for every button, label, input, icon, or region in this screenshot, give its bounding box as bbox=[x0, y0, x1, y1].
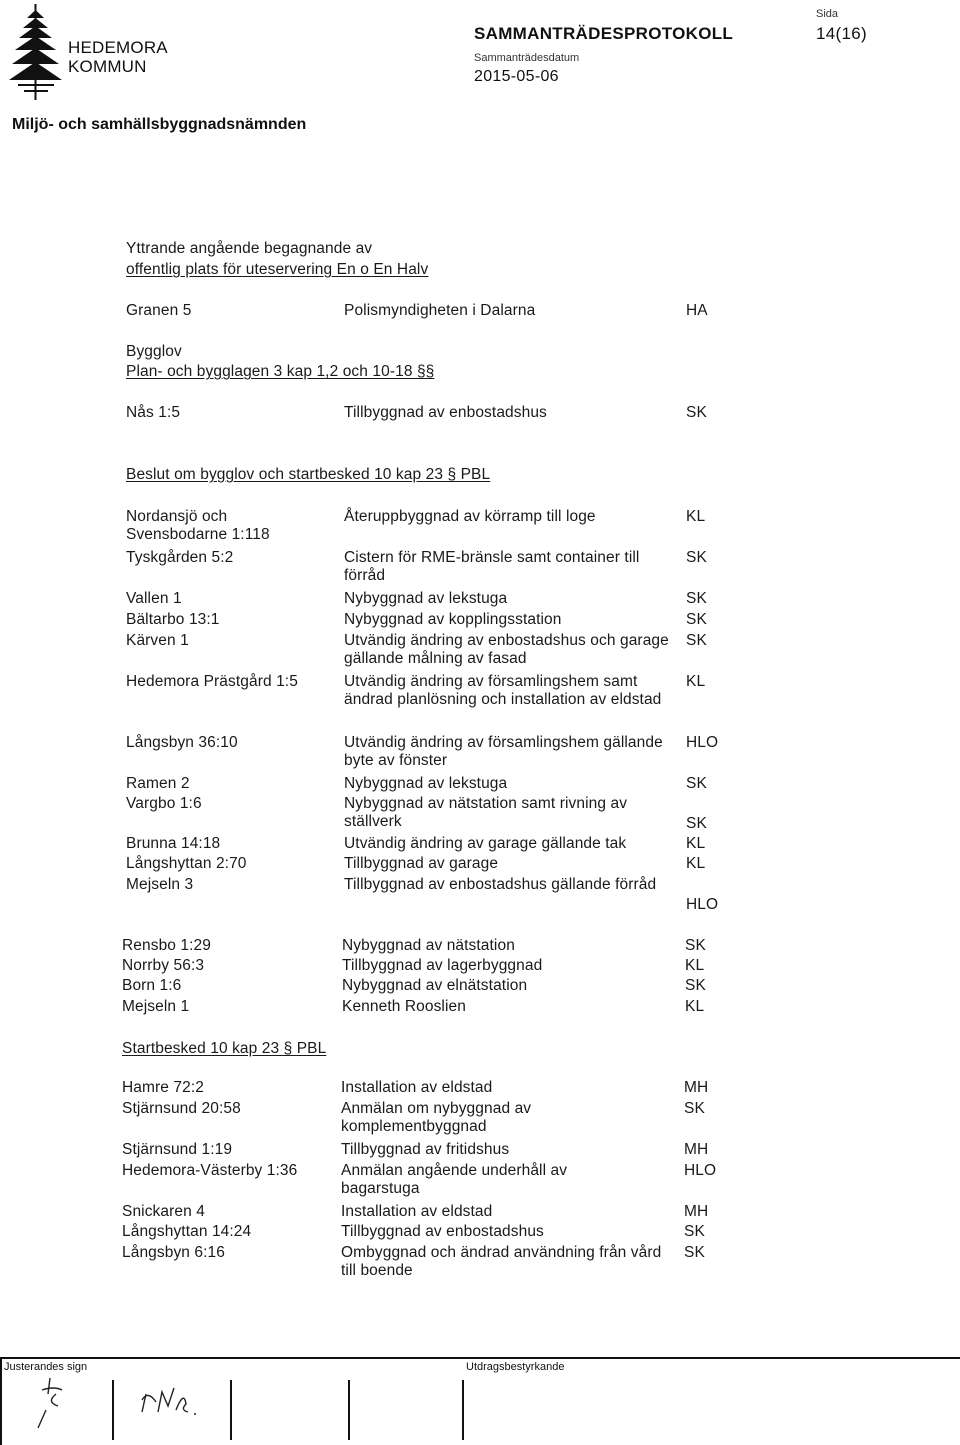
property-name: Långsbyn 36:10 bbox=[126, 734, 238, 751]
bygglov-description: Tillbyggnad av enbostadshus bbox=[344, 404, 547, 421]
signature-divider-2 bbox=[230, 1380, 232, 1440]
page-label: Sida bbox=[816, 8, 839, 20]
property-name: Långsbyn 6:16 bbox=[122, 1244, 225, 1261]
officer-code: HLO bbox=[684, 1162, 717, 1179]
signature-divider-1 bbox=[112, 1380, 114, 1440]
officer-code: SK bbox=[686, 775, 707, 792]
bygglov-code: SK bbox=[686, 404, 707, 421]
property-name: Rensbo 1:29 bbox=[122, 937, 211, 954]
footer-top-rule bbox=[0, 1357, 960, 1359]
case-description: Tillbyggnad av enbostadshus bbox=[341, 1223, 544, 1240]
bygglov-law: Plan- och bygglagen 3 kap 1,2 och 10-18 §§ bbox=[126, 363, 435, 380]
officer-code: SK bbox=[685, 937, 706, 954]
officer-code: SK bbox=[686, 632, 707, 649]
property-name: Kärven 1 bbox=[126, 632, 189, 649]
case-description: Nybyggnad av nätstation samt rivning av ställverk bbox=[344, 795, 628, 830]
committee-name: Miljö- och samhällsbyggnadsnämnden bbox=[12, 116, 307, 133]
document-title: SAMMANTRÄDESPROTOKOLL bbox=[474, 24, 734, 43]
property-name: Vargbo 1:6 bbox=[126, 795, 202, 812]
case-description: Nybyggnad av kopplingsstation bbox=[344, 611, 562, 628]
officer-code: SK bbox=[684, 1244, 705, 1261]
officer-code: SK bbox=[686, 815, 707, 832]
officer-code: KL bbox=[686, 673, 706, 690]
bygglov-heading: Bygglov bbox=[126, 343, 182, 360]
property-name: Stjärnsund 20:58 bbox=[122, 1100, 241, 1117]
case-description: Nybyggnad av lekstuga bbox=[344, 590, 508, 607]
officer-code: SK bbox=[684, 1223, 705, 1240]
case-description: Utvändig ändring av enbostadshus och garage gällande målning av fasad bbox=[344, 632, 669, 667]
property-name: Ramen 2 bbox=[126, 775, 190, 792]
municipality-logo-tree-icon bbox=[8, 4, 66, 100]
statement-property: Granen 5 bbox=[126, 302, 192, 319]
property-name: Hedemora-Västerby 1:36 bbox=[122, 1162, 298, 1179]
property-name: Långshyttan 2:70 bbox=[126, 855, 247, 872]
case-description: Tillbyggnad av lagerbyggnad bbox=[342, 957, 543, 974]
officer-code: SK bbox=[685, 977, 706, 994]
startbesked-heading: Startbesked 10 kap 23 § PBL bbox=[122, 1040, 327, 1057]
officer-code: SK bbox=[686, 549, 707, 566]
case-description: Återuppbyggnad av körramp till loge bbox=[344, 508, 596, 525]
officer-code: KL bbox=[686, 855, 706, 872]
property-name: Stjärnsund 1:19 bbox=[122, 1141, 233, 1158]
officer-code: MH bbox=[684, 1079, 709, 1096]
case-description: Installation av eldstad bbox=[341, 1079, 493, 1096]
case-description: Cistern för RME-bränsle samt container till förråd bbox=[344, 549, 640, 584]
certification-label: Utdragsbestyrkande bbox=[466, 1361, 565, 1373]
case-description: Kenneth Rooslien bbox=[342, 998, 466, 1015]
officer-code: HLO bbox=[686, 896, 719, 913]
case-description: Ombyggnad och ändrad användning från vård till boende bbox=[341, 1244, 662, 1279]
officer-code: KL bbox=[686, 508, 706, 525]
meeting-date-label: Sammanträdesdatum bbox=[474, 52, 580, 64]
officer-code: MH bbox=[684, 1141, 709, 1158]
org-name-line2: KOMMUN bbox=[68, 57, 147, 76]
property-name: Born 1:6 bbox=[122, 977, 182, 994]
case-description: Tillbyggnad av enbostadshus gällande förråd bbox=[344, 876, 657, 893]
statement-line1: Yttrande angående begagnande av bbox=[126, 240, 373, 257]
officer-code: SK bbox=[686, 611, 707, 628]
case-description: Utvändig ändring av garage gällande tak bbox=[344, 835, 627, 852]
officer-code: SK bbox=[684, 1100, 705, 1117]
officer-code: MH bbox=[684, 1203, 709, 1220]
case-description: Nybyggnad av elnätstation bbox=[342, 977, 528, 994]
property-name: Snickaren 4 bbox=[122, 1203, 205, 1220]
signature-label: Justerandes sign bbox=[4, 1361, 88, 1373]
property-name: Vallen 1 bbox=[126, 590, 182, 607]
property-name: Långshyttan 14:24 bbox=[122, 1223, 252, 1240]
case-description: Nybyggnad av lekstuga bbox=[344, 775, 508, 792]
property-name: Bältarbo 13:1 bbox=[126, 611, 220, 628]
meeting-date: 2015-05-06 bbox=[474, 68, 559, 85]
property-name: Tyskgården 5:2 bbox=[126, 549, 234, 566]
statement-description: Polismyndigheten i Dalarna bbox=[344, 302, 536, 319]
property-name: Mejseln 3 bbox=[126, 876, 194, 893]
property-name: Nordansjö och Svensbodarne 1:118 bbox=[126, 508, 270, 543]
case-description: Utvändig ändring av församlingshem gällande byte av fönster bbox=[344, 734, 663, 769]
signature-divider-4 bbox=[462, 1380, 464, 1440]
property-name: Norrby 56:3 bbox=[122, 957, 205, 974]
statement-code: HA bbox=[686, 302, 708, 319]
property-name: Brunna 14:18 bbox=[126, 835, 221, 852]
officer-code: KL bbox=[685, 957, 705, 974]
case-description: Utvändig ändring av församlingshem samt ändrad planlösning och installation av eldstad bbox=[344, 673, 662, 708]
property-name: Hamre 72:2 bbox=[122, 1079, 204, 1096]
officer-code: HLO bbox=[686, 734, 719, 751]
officer-code: KL bbox=[686, 835, 706, 852]
officer-code: SK bbox=[686, 590, 707, 607]
beslut-heading: Beslut om bygglov och startbesked 10 kap 23 § PBL bbox=[126, 466, 491, 483]
org-name-line1: HEDEMORA bbox=[68, 38, 168, 57]
case-description: Anmälan angående underhåll av bagarstuga bbox=[341, 1162, 568, 1197]
case-description: Tillbyggnad av fritidshus bbox=[341, 1141, 510, 1158]
case-description: Installation av eldstad bbox=[341, 1203, 493, 1220]
handwritten-initials-2-icon bbox=[136, 1382, 216, 1422]
bygglov-property: Nås 1:5 bbox=[126, 404, 181, 421]
footer-left-border bbox=[0, 1357, 2, 1445]
officer-code: KL bbox=[685, 998, 705, 1015]
case-description: Anmälan om nybyggnad av komplementbyggnad bbox=[341, 1100, 532, 1135]
handwritten-initials-1-icon bbox=[28, 1372, 78, 1432]
statement-line2: offentlig plats för uteservering En o En Halv bbox=[126, 261, 429, 278]
property-name: Hedemora Prästgård 1:5 bbox=[126, 673, 298, 690]
property-name: Mejseln 1 bbox=[122, 998, 190, 1015]
signature-divider-3 bbox=[348, 1380, 350, 1440]
case-description: Tillbyggnad av garage bbox=[344, 855, 499, 872]
case-description: Nybyggnad av nätstation bbox=[342, 937, 515, 954]
page-number: 14(16) bbox=[816, 24, 867, 43]
